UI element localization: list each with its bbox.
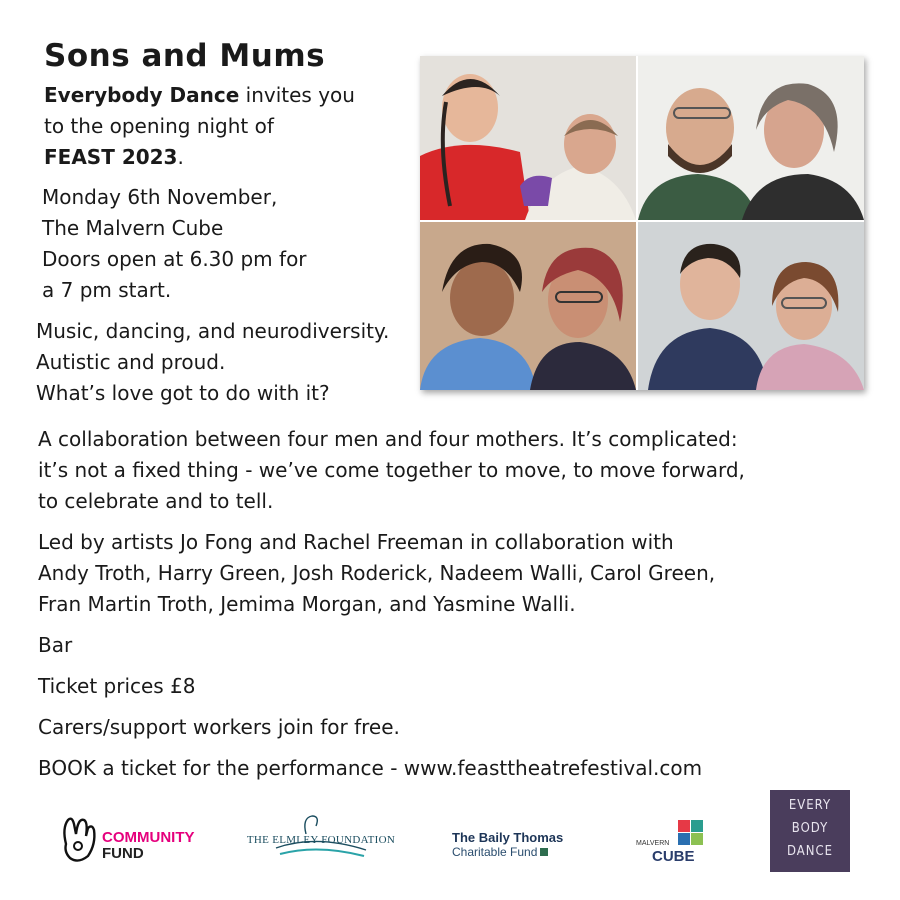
bar-info: Bar — [38, 633, 73, 657]
carers-info: Carers/support workers join for free. — [38, 715, 400, 739]
cube-icon — [676, 818, 706, 848]
tagline-line: Autistic and proud. — [36, 350, 226, 374]
intro-line2: to the opening night of — [44, 114, 274, 138]
credits-paragraph — [38, 527, 868, 620]
lottery-line1: COMMUNITY — [102, 829, 195, 846]
event-date: Monday 6th November, — [42, 185, 278, 209]
ed-line: BODY — [791, 821, 829, 836]
collaboration-line: A collaboration between four men and four mothers. It’s complicated: — [38, 427, 738, 451]
lottery-line2: FUND — [102, 845, 144, 862]
event-name: FEAST 2023 — [44, 145, 178, 169]
page-title: Sons and Mums — [44, 38, 326, 74]
photo-pair-1 — [420, 56, 636, 220]
collaboration-paragraph — [38, 424, 868, 517]
elmley-text: THE ELMLEY FOUNDATION — [246, 834, 396, 846]
event-suffix: . — [177, 145, 184, 169]
ed-line: EVERY — [788, 798, 832, 813]
photo-pair-4 — [638, 222, 864, 390]
org-name: Everybody Dance — [44, 83, 240, 107]
credits-line: Led by artists Jo Fong and Rachel Freeman in collaboration with — [38, 530, 674, 554]
tagline-line: What’s love got to do with it? — [36, 381, 330, 405]
body-text — [38, 424, 868, 794]
elmley-foundation-logo — [246, 814, 396, 864]
community-fund-logo — [58, 814, 208, 868]
credits-line: Fran Martin Troth, Jemima Morgan, and Yasmine Walli. — [38, 592, 576, 616]
cube-line2: CUBE — [652, 848, 695, 865]
credits-line: Andy Troth, Harry Green, Josh Roderick, Nadeem Walli, Carol Green, — [38, 561, 716, 585]
tagline — [36, 316, 389, 409]
intro-text — [44, 80, 355, 173]
event-start: a 7 pm start. — [42, 278, 172, 302]
ed-line: DANCE — [786, 844, 834, 859]
cube-line1: MALVERN — [636, 840, 670, 847]
lottery-hand-icon — [58, 814, 98, 866]
baily-line2: Charitable Fund — [452, 845, 538, 859]
collaboration-line: it’s not a fixed thing - we’ve come together to move, to move forward, — [38, 458, 745, 482]
booking-info: BOOK a ticket for the performance - www.feasttheatrefestival.com — [38, 756, 703, 780]
intro-line1: invites you — [239, 83, 355, 107]
photo-pair-3 — [420, 222, 636, 390]
event-venue: The Malvern Cube — [42, 216, 224, 240]
photo-pair-2 — [638, 56, 864, 220]
baily-line1: The Baily Thomas — [452, 830, 564, 845]
collaboration-line: to celebrate and to tell. — [38, 489, 274, 513]
baily-square-icon — [540, 848, 548, 856]
event-doors: Doors open at 6.30 pm for — [42, 247, 307, 271]
everybody-dance-logo — [770, 790, 850, 872]
photo-collage — [420, 56, 864, 390]
event-details — [42, 182, 307, 306]
ticket-prices: Ticket prices £8 — [38, 674, 196, 698]
baily-thomas-logo — [452, 830, 592, 860]
malvern-cube-logo — [636, 818, 716, 868]
tagline-line: Music, dancing, and neurodiversity. — [36, 319, 390, 343]
